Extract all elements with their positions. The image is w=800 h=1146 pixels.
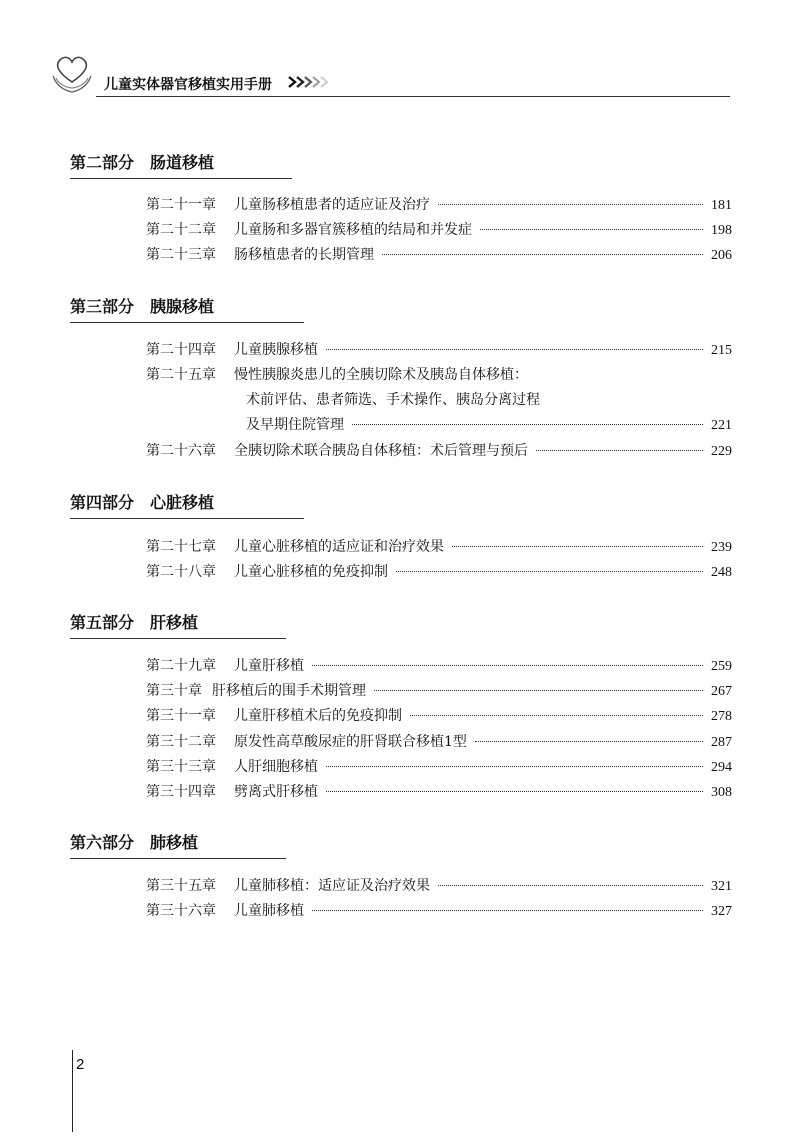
chapter-number: 第二十一章 (146, 197, 216, 213)
chapter-title: 儿童肝移植术后的免疫抑制 (234, 708, 402, 724)
page-number: 206 (711, 248, 732, 263)
page-number: 215 (711, 343, 732, 358)
leader-dots (326, 766, 703, 767)
chapter-number: 第二十六章 (146, 443, 216, 459)
chapter-title: 儿童肠和多器官簇移植的结局和并发症 (234, 222, 472, 238)
leader-dots (312, 665, 703, 666)
chapter-title: 劈离式肝移植 (234, 784, 318, 800)
leader-dots (438, 204, 703, 205)
leader-dots (438, 885, 703, 886)
toc-entry[interactable] (146, 339, 732, 362)
toc-entry[interactable] (146, 364, 732, 386)
page-number: 308 (711, 785, 732, 800)
toc-entry[interactable] (146, 194, 732, 217)
chapter-title: 儿童肺移植：适应证及治疗效果 (234, 878, 430, 894)
toc-entry[interactable] (146, 440, 732, 463)
page-number: 287 (711, 735, 732, 750)
toc-entry[interactable] (146, 680, 732, 703)
footer-page-number: 2 (76, 1056, 85, 1073)
page-number: 327 (711, 904, 732, 919)
section-heading (70, 832, 286, 859)
toc-entry[interactable] (146, 244, 732, 267)
section-heading (70, 492, 304, 519)
page-number: 321 (711, 879, 732, 894)
chapter-title: 肠移植患者的长期管理 (234, 247, 374, 263)
toc-entry[interactable] (146, 655, 732, 678)
chapter-title: 原发性高草酸尿症的肝肾联合移植1型 (234, 734, 467, 750)
chapter-number: 第二十九章 (146, 658, 216, 674)
chapter-number: 第三十一章 (146, 708, 216, 724)
page-number: 229 (711, 444, 732, 459)
chevrons-icon (288, 75, 330, 89)
leader-dots (352, 424, 703, 425)
toc-entry-continued[interactable] (246, 414, 732, 437)
page-number: 294 (711, 760, 732, 775)
section-heading (70, 296, 304, 323)
chapter-title-continued: 术前评估、患者筛选、手术操作、胰岛分离过程 (246, 392, 540, 408)
chapter-title: 慢性胰腺炎患儿的全胰切除术及胰岛自体移植： (234, 367, 528, 383)
toc-entry[interactable] (146, 219, 732, 242)
leader-dots (382, 254, 703, 255)
section-title: 第三部分 胰腺移植 (70, 297, 215, 316)
page-number: 221 (711, 418, 732, 433)
chapter-title-continued: 及早期住院管理 (246, 417, 344, 433)
leader-dots (410, 715, 703, 716)
header-rule (96, 96, 730, 97)
chapter-title: 儿童心脏移植的适应证和治疗效果 (234, 539, 444, 555)
page-number: 198 (711, 223, 732, 238)
toc-entry[interactable] (146, 875, 732, 898)
toc-entry[interactable] (146, 731, 732, 754)
book-title: 儿童实体器官移植实用手册 (104, 77, 272, 93)
page-number: 181 (711, 198, 732, 213)
chapter-number: 第二十四章 (146, 342, 216, 358)
section-rule (70, 518, 304, 519)
toc-entry[interactable] (146, 561, 732, 584)
running-header (40, 52, 730, 100)
toc-entry[interactable] (146, 705, 732, 728)
chapter-title: 儿童心脏移植的免疫抑制 (234, 564, 388, 580)
toc-entry[interactable] (146, 536, 732, 559)
leader-dots (475, 741, 703, 742)
section-title: 第四部分 心脏移植 (70, 493, 215, 512)
chapter-number: 第三十四章 (146, 784, 216, 800)
section-rule (70, 178, 292, 179)
chapter-number: 第二十二章 (146, 222, 216, 238)
chapter-title: 儿童肺移植 (234, 903, 304, 919)
section-heading (70, 152, 292, 179)
chapter-number: 第三十章 (146, 683, 202, 699)
chapter-number: 第二十七章 (146, 539, 216, 555)
section-heading (70, 612, 286, 639)
page-number: 278 (711, 709, 732, 724)
chapter-number: 第二十五章 (146, 367, 216, 383)
section-rule (70, 638, 286, 639)
leader-dots (480, 229, 703, 230)
chapter-title: 全胰切除术联合胰岛自体移植：术后管理与预后 (234, 443, 528, 459)
leader-dots (374, 690, 703, 691)
leader-dots (312, 910, 703, 911)
chapter-number: 第三十二章 (146, 734, 216, 750)
toc-entry[interactable] (146, 756, 732, 779)
page-edge-bar (72, 1050, 73, 1132)
chapter-number: 第三十五章 (146, 878, 216, 894)
page-number: 259 (711, 659, 732, 674)
section-title: 第五部分 肝移植 (70, 613, 199, 632)
chapter-title: 肝移植后的围手术期管理 (212, 683, 366, 699)
leader-dots (536, 450, 703, 451)
leader-dots (326, 791, 703, 792)
chapter-number: 第二十三章 (146, 247, 216, 263)
toc-entry[interactable] (146, 900, 732, 923)
chapter-title: 儿童肝移植 (234, 658, 304, 674)
leader-dots (452, 546, 703, 547)
page-number: 239 (711, 540, 732, 555)
chapter-title: 人肝细胞移植 (234, 759, 318, 775)
section-rule (70, 858, 286, 859)
chapter-number: 第三十三章 (146, 759, 216, 775)
chapter-number: 第二十八章 (146, 564, 216, 580)
section-title: 第六部分 肺移植 (70, 833, 199, 852)
section-title: 第二部分 肠道移植 (70, 153, 215, 172)
chapter-title: 儿童胰腺移植 (234, 342, 318, 358)
section-rule (70, 322, 304, 323)
page-number: 267 (711, 684, 732, 699)
heart-hands-logo-icon (50, 52, 94, 96)
leader-dots (396, 571, 703, 572)
chapter-title: 儿童肠移植患者的适应证及治疗 (234, 197, 430, 213)
page-number: 248 (711, 565, 732, 580)
leader-dots (326, 349, 703, 350)
toc-entry[interactable] (146, 781, 732, 804)
chapter-number: 第三十六章 (146, 903, 216, 919)
